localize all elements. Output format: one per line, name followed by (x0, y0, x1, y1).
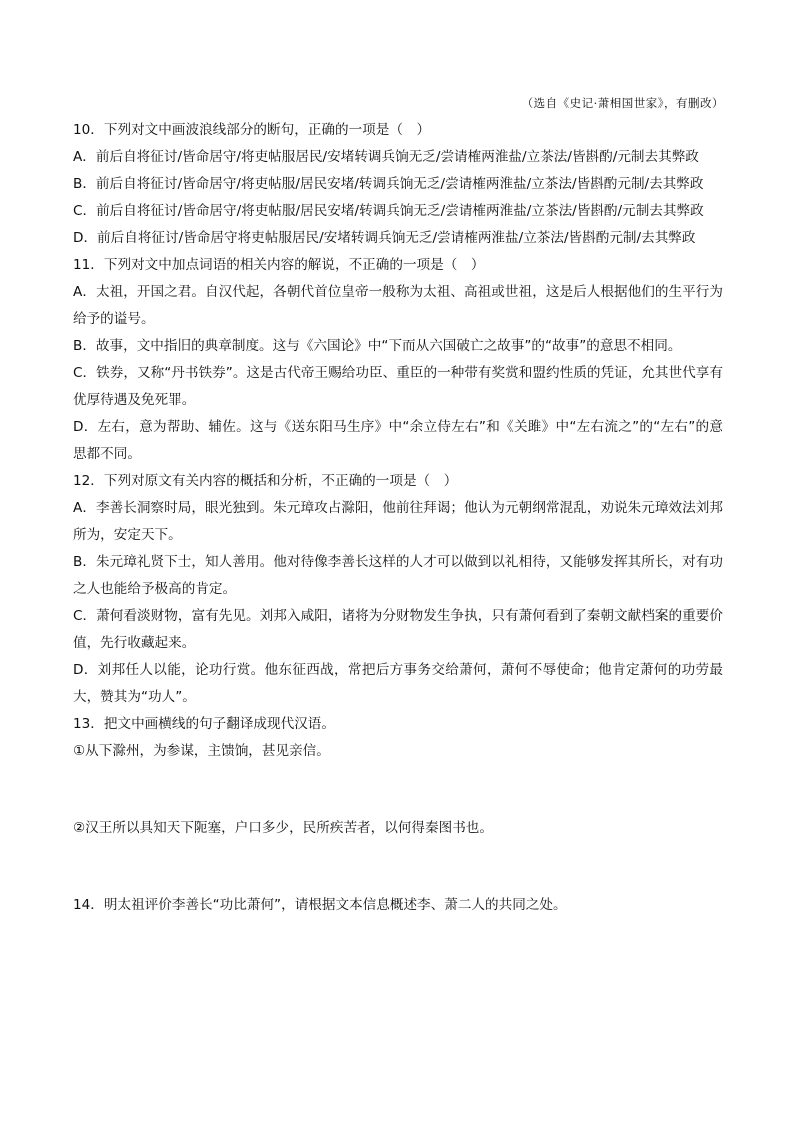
question-11-option-a: A．太祖，开国之君。自汉代起，各朝代首位皇帝一般称为太祖、高祖或世祖，这是后人根据他们的生平行为给予的谥号。 (73, 284, 723, 327)
question-12-option-d: D．刘邦任人以能，论功行赏。他东征西战，常把后方事务交给萧何，萧何不辱使命；他肯定萧何的功劳最大，赞其为“功人”。 (73, 662, 723, 705)
source-note: （选自《史记·萧相国世家》，有删改） (521, 96, 724, 110)
questions-content (73, 117, 723, 919)
answer-space (73, 842, 723, 892)
question-10-option-b: B．前后自将征讨/皆命居守/将吏帖服/居民安堵/转调兵饷无乏/尝请榷两淮盐/立茶法/皆斟酌元制/去其弊政 (73, 176, 704, 192)
question-10-option-d: D．前后自将征讨/皆命居守将吏帖服居民/安堵转调兵饷无乏/尝请榷两淮盐/立茶法/皆斟酌元制/去其弊政 (73, 230, 696, 246)
question-13-stem: 13．把文中画横线的句子翻译成现代汉语。 (73, 716, 335, 732)
question-12-option-b: B．朱元璋礼贤下士，知人善用。他对待像李善长这样的人才可以做到以礼相待，又能够发挥其所长，对有功之人也能给予极高的肯定。 (73, 554, 723, 597)
question-12-option-c: C．萧何看淡财物，富有先见。刘邦入咸阳，诸将为分财物发生争执，只有萧何看到了秦朝文献档案的重要价值，先行收藏起来。 (73, 608, 723, 651)
question-12-stem: 12．下列对原文有关内容的概括和分析，不正确的一项是（ ） (73, 473, 458, 489)
question-13-item-2: ②汉王所以具知天下阨塞，户口多少，民所疾苦者，以何得秦图书也。 (73, 820, 493, 836)
question-13-item-1: ①从下滁州，为参谋，主馈饷，甚见亲信。 (73, 743, 330, 759)
question-11-option-b: B．故事，文中指旧的典章制度。这与《六国论》中“下而从六国破亡之故事”的“故事”的意思不相同。 (73, 338, 682, 354)
question-14-stem: 14．明太祖评价李善长“功比萧何”，请根据文本信息概述李、萧二人的共同之处。 (73, 897, 567, 913)
question-10-option-c: C．前后自将征讨/皆命居守/将吏帖服/居民安堵/转调兵饷无乏/尝请榷两淮盐/立茶法/皆斟酌/元制去其弊政 (73, 203, 704, 219)
question-11-stem: 11．下列对文中加点词语的相关内容的解说，不正确的一项是（ ） (73, 257, 485, 273)
question-10-option-a: A．前后自将征讨/皆命居守/将吏帖服居民/安堵转调兵饷无乏/尝请榷两淮盐/立茶法/皆斟酌/元制去其弊政 (73, 149, 699, 165)
question-12-option-a: A．李善长洞察时局，眼光独到。朱元璋攻占滁阳，他前往拜谒；他认为元朝纲常混乱，劝说朱元璋效法刘邦所为，安定天下。 (73, 500, 723, 543)
question-11-option-d: D．左右，意为帮助、辅佐。这与《送东阳马生序》中“余立侍左右”和《关雎》中“左右流之”的“左右”的意思都不同。 (73, 419, 723, 462)
question-11-option-c: C．铁券，又称“丹书铁券”。这是古代帝王赐给功臣、重臣的一种带有奖赏和盟约性质的凭证，允其世代享有优厚待遇及免死罪。 (73, 365, 723, 408)
question-10-stem: 10．下列对文中画波浪线部分的断句，正确的一项是（ ） (73, 122, 431, 138)
answer-space (73, 765, 723, 815)
